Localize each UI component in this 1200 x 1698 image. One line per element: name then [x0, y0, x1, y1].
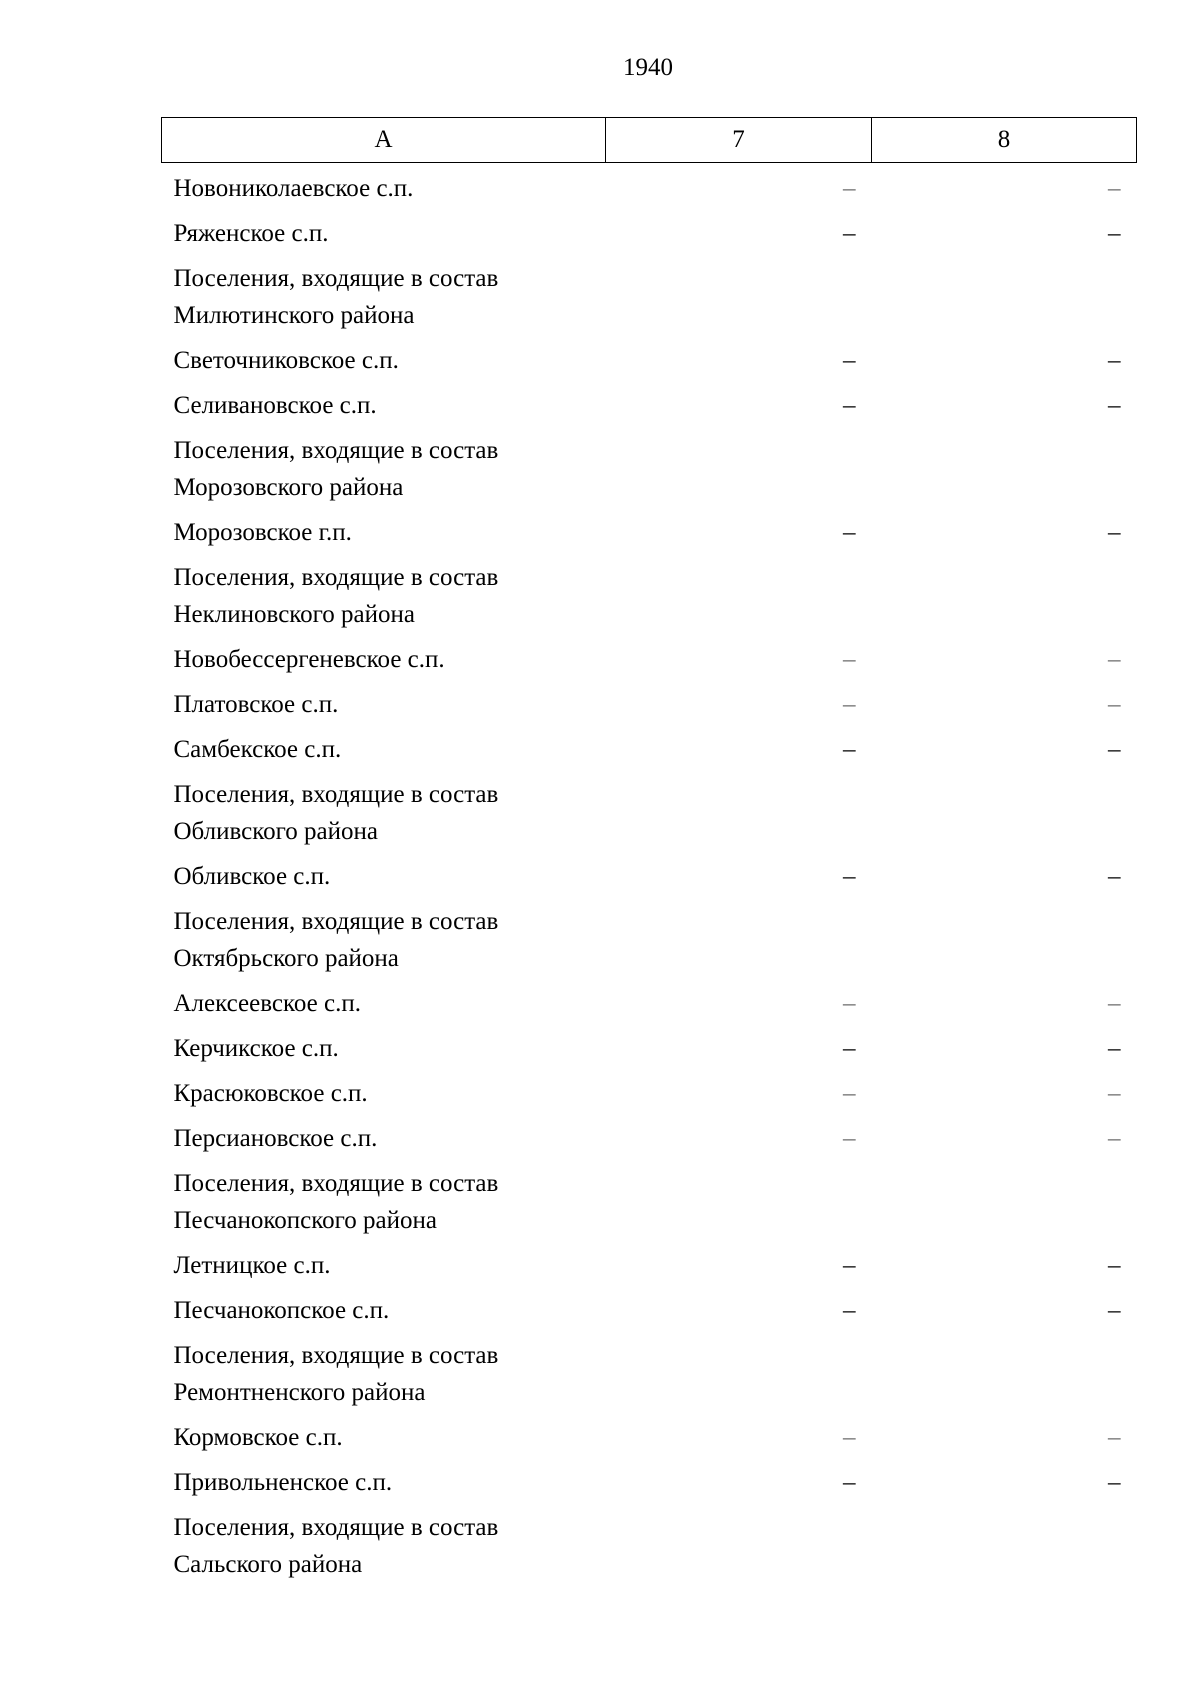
- cell-col-7: [606, 428, 872, 510]
- cell-col-7: –: [843, 990, 856, 1017]
- cell-col-8: –: [1108, 1035, 1121, 1062]
- cell-col-7: –: [843, 1080, 856, 1107]
- header-row: [162, 118, 1137, 163]
- table-row: [162, 981, 1137, 1026]
- table-row: [162, 338, 1137, 383]
- cell-col-8: –: [1108, 347, 1121, 374]
- cell-col-8: [872, 772, 1137, 854]
- cell-col-8: –: [1108, 863, 1121, 890]
- table-row: [162, 1116, 1137, 1161]
- cell-col-7: [606, 1333, 872, 1415]
- settlement-name: Керчикское с.п.: [173, 1035, 339, 1062]
- settlement-name: Летницкое с.п.: [173, 1252, 331, 1279]
- table-row: [162, 383, 1137, 428]
- settlement-name: Песчанокопское с.п.: [173, 1297, 390, 1324]
- settlement-name: Алексеевское с.п.: [173, 990, 361, 1017]
- table-group-row: [162, 428, 1137, 510]
- table-row: [162, 727, 1137, 772]
- cell-col-7: –: [843, 1424, 856, 1451]
- cell-col-7: –: [843, 863, 856, 890]
- settlement-name: Самбекское с.п.: [173, 736, 342, 763]
- settlement-name: Обливское с.п.: [173, 863, 331, 890]
- table-group-row: [162, 1161, 1137, 1243]
- cell-col-8: –: [1108, 175, 1121, 202]
- cell-col-7: [606, 772, 872, 854]
- cell-col-8: –: [1108, 1297, 1121, 1324]
- table-group-row: [162, 1333, 1137, 1415]
- settlement-name: Ряженское с.п.: [173, 220, 329, 247]
- settlement-name: Персиановское с.п.: [173, 1125, 378, 1152]
- table-row: [162, 1415, 1137, 1460]
- cell-col-8: [872, 899, 1137, 981]
- settlement-name: Селивановское с.п.: [173, 392, 377, 419]
- cell-col-8: –: [1108, 990, 1121, 1017]
- settlement-name: Новобессергеневское с.п.: [173, 646, 445, 673]
- header-col-7: 7: [606, 118, 872, 163]
- table-row: [162, 682, 1137, 727]
- table-row: [162, 1071, 1137, 1116]
- settlement-name: Светочниковское с.п.: [173, 347, 399, 374]
- group-heading: Поселения, входящие в состав Морозовского района: [173, 437, 499, 501]
- cell-col-8: [872, 428, 1137, 510]
- group-heading: Поселения, входящие в состав Песчанокопского района: [173, 1170, 499, 1234]
- cell-col-8: [872, 1333, 1137, 1415]
- cell-col-8: –: [1108, 519, 1121, 546]
- table-row: [162, 854, 1137, 899]
- cell-col-7: –: [843, 691, 856, 718]
- cell-col-7: –: [843, 1035, 856, 1062]
- settlement-name: Платовское с.п.: [173, 691, 339, 718]
- settlement-name: Кормовское с.п.: [173, 1424, 343, 1451]
- table-row: [162, 1026, 1137, 1071]
- header-col-8: 8: [872, 118, 1137, 163]
- cell-col-7: –: [843, 347, 856, 374]
- cell-col-7: –: [843, 1252, 856, 1279]
- cell-col-7: [606, 256, 872, 338]
- settlement-name: Новониколаевское с.п.: [173, 175, 414, 202]
- settlement-name: Привольненское с.п.: [173, 1469, 393, 1496]
- table-row: [162, 1288, 1137, 1333]
- page-number: 1940: [623, 54, 673, 81]
- cell-col-8: –: [1108, 392, 1121, 419]
- group-heading: Поселения, входящие в состав Октябрьского района: [173, 908, 499, 972]
- group-heading: Поселения, входящие в состав Милютинского района: [173, 265, 499, 329]
- cell-col-8: –: [1108, 1469, 1121, 1496]
- cell-col-8: –: [1108, 646, 1121, 673]
- cell-col-7: –: [843, 646, 856, 673]
- cell-col-8: –: [1108, 1125, 1121, 1152]
- table-row: [162, 1243, 1137, 1288]
- table-row: [162, 637, 1137, 682]
- table-group-row: [162, 555, 1137, 637]
- settlement-name: Красюковское с.п.: [173, 1080, 368, 1107]
- cell-col-7: –: [843, 1469, 856, 1496]
- table-row: [162, 211, 1137, 256]
- cell-col-7: –: [843, 392, 856, 419]
- cell-col-8: [872, 1161, 1137, 1243]
- table-group-row: [162, 256, 1137, 338]
- table-header: [162, 118, 1137, 163]
- settlement-name: Морозовское г.п.: [173, 519, 352, 546]
- cell-col-8: –: [1108, 1252, 1121, 1279]
- cell-col-7: –: [843, 736, 856, 763]
- table-row: [162, 510, 1137, 555]
- group-heading: Поселения, входящие в состав Ремонтненского района: [173, 1342, 499, 1406]
- cell-col-7: –: [843, 519, 856, 546]
- cell-col-7: –: [843, 1125, 856, 1152]
- cell-col-8: –: [1108, 1424, 1121, 1451]
- table-body: [162, 163, 1137, 1588]
- cell-col-8: –: [1108, 1080, 1121, 1107]
- group-heading: Поселения, входящие в состав Обливского района: [173, 781, 499, 845]
- table-group-row: [162, 772, 1137, 854]
- cell-col-8: [872, 1505, 1137, 1587]
- table-row: [162, 1460, 1137, 1505]
- group-heading: Поселения, входящие в состав Сальского района: [173, 1514, 499, 1578]
- cell-col-7: [606, 1505, 872, 1587]
- cell-col-7: –: [843, 220, 856, 247]
- cell-col-8: –: [1108, 691, 1121, 718]
- cell-col-8: [872, 555, 1137, 637]
- settlements-table: [161, 117, 1137, 1587]
- cell-col-8: –: [1108, 736, 1121, 763]
- cell-col-8: [872, 256, 1137, 338]
- table-group-row: [162, 899, 1137, 981]
- cell-col-7: –: [843, 1297, 856, 1324]
- cell-col-7: [606, 555, 872, 637]
- cell-col-7: –: [843, 175, 856, 202]
- cell-col-7: [606, 1161, 872, 1243]
- header-col-a: А: [162, 118, 606, 163]
- cell-col-8: –: [1108, 220, 1121, 247]
- group-heading: Поселения, входящие в состав Неклиновского района: [173, 564, 499, 628]
- table-group-row: [162, 1505, 1137, 1587]
- cell-col-7: [606, 899, 872, 981]
- table-row: [162, 163, 1137, 212]
